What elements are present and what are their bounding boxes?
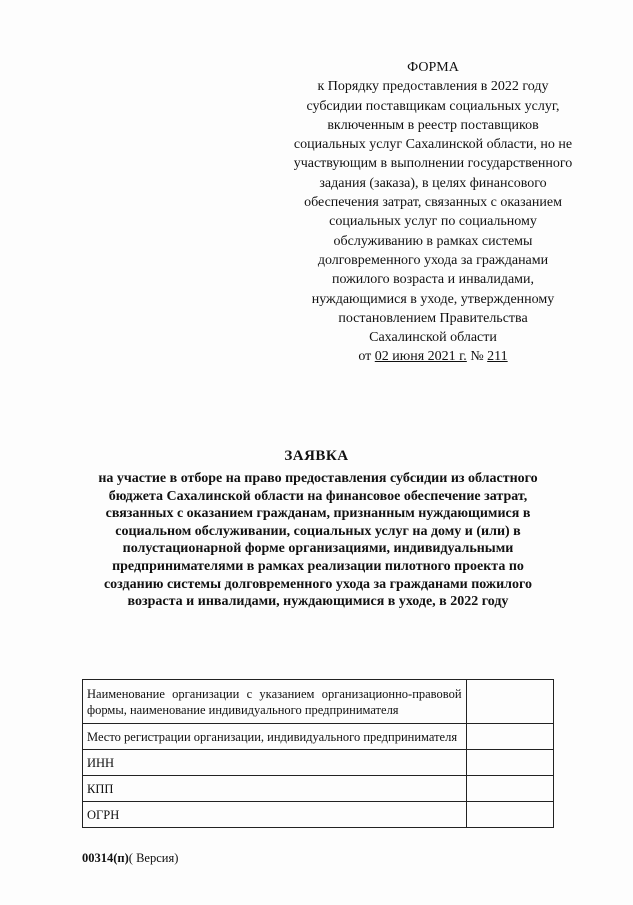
form-header-line: субсидии поставщикам социальных услуг, [306,98,560,114]
row-value-registration-place[interactable] [466,724,553,750]
row-label-registration-place: Место регистрации организации, индивидуального предпринимателя [83,724,467,750]
table-row [83,724,554,750]
form-header-line: задания (заказа), в целях финансового [319,175,547,191]
row-value-ogrn[interactable] [466,802,553,828]
form-header-line: включенным в реестр поставщиков [327,117,539,133]
document-version: ( Версия) [128,851,179,865]
row-value-kpp[interactable] [466,776,553,802]
application-subject [60,470,576,611]
form-header-line: участвующим в выполнении государственного [293,156,573,172]
form-header [268,58,598,367]
form-header-line: нуждающимися в уходе, утвержденному [311,291,555,307]
application-line: социальном обслуживании, социальных услуг на дому и (или) в [115,523,521,539]
row-label-ogrn: ОГРН [83,802,467,828]
form-header-line: долговременного ухода за гражданами [317,252,549,268]
decree-date: 02 июня 2021 г. [374,349,467,365]
application-line: предпринимателями в рамках реализации пилотного проекта по [112,558,524,574]
application-line: полустационарной форме организациями, индивидуальными [122,541,514,557]
application-line: созданию системы долговременного ухода за гражданами пожилого [103,576,533,592]
decree-number-sign: № [466,349,488,365]
row-label-organization-name: Наименование организации с указанием организационно-правовой формы, наименование индивидуального предпринимателя [83,680,467,724]
form-header-line: постановлением Правительства [338,310,528,326]
application-line: связанных с оказанием гражданам, признанным нуждающимися в [105,506,531,522]
row-label-inn: ИНН [83,750,467,776]
form-header-line: пожилого возраста и инвалидами, [331,272,535,288]
row-label-kpp: КПП [83,776,467,802]
form-header-line: социальных услуг по социальному [329,214,537,230]
document-code [82,851,178,866]
form-header-line: обеспечения затрат, связанных с оказанием [304,195,562,211]
decree-date-prefix: от [358,349,375,365]
application-title: ЗАЯВКА [284,448,349,464]
row-value-inn[interactable] [466,750,553,776]
row-value-organization-name[interactable] [466,680,553,724]
application-line: возраста и инвалидами, нуждающимися в уходе, в 2022 году [127,594,509,610]
form-header-line: к Порядку предоставления в 2022 году [317,79,549,95]
table-row [83,802,554,828]
table-row [83,750,554,776]
organization-info-table [82,679,554,828]
application-line: на участие в отборе на право предоставления субсидии из областного [98,471,538,486]
table-row [83,776,554,802]
application-line: бюджета Сахалинской области на финансовое обеспечение затрат, [108,488,528,504]
form-title: ФОРМА [407,60,459,75]
table-row [83,680,554,724]
form-header-line: социальных услуг Сахалинской области, но не [293,137,573,153]
decree-date-line [268,347,598,366]
document-code-number: 00314(п) [82,851,129,865]
form-header-line: обслуживанию в рамках системы [333,233,533,249]
decree-number: 211 [487,349,508,365]
form-header-line: Сахалинской области [369,330,497,346]
